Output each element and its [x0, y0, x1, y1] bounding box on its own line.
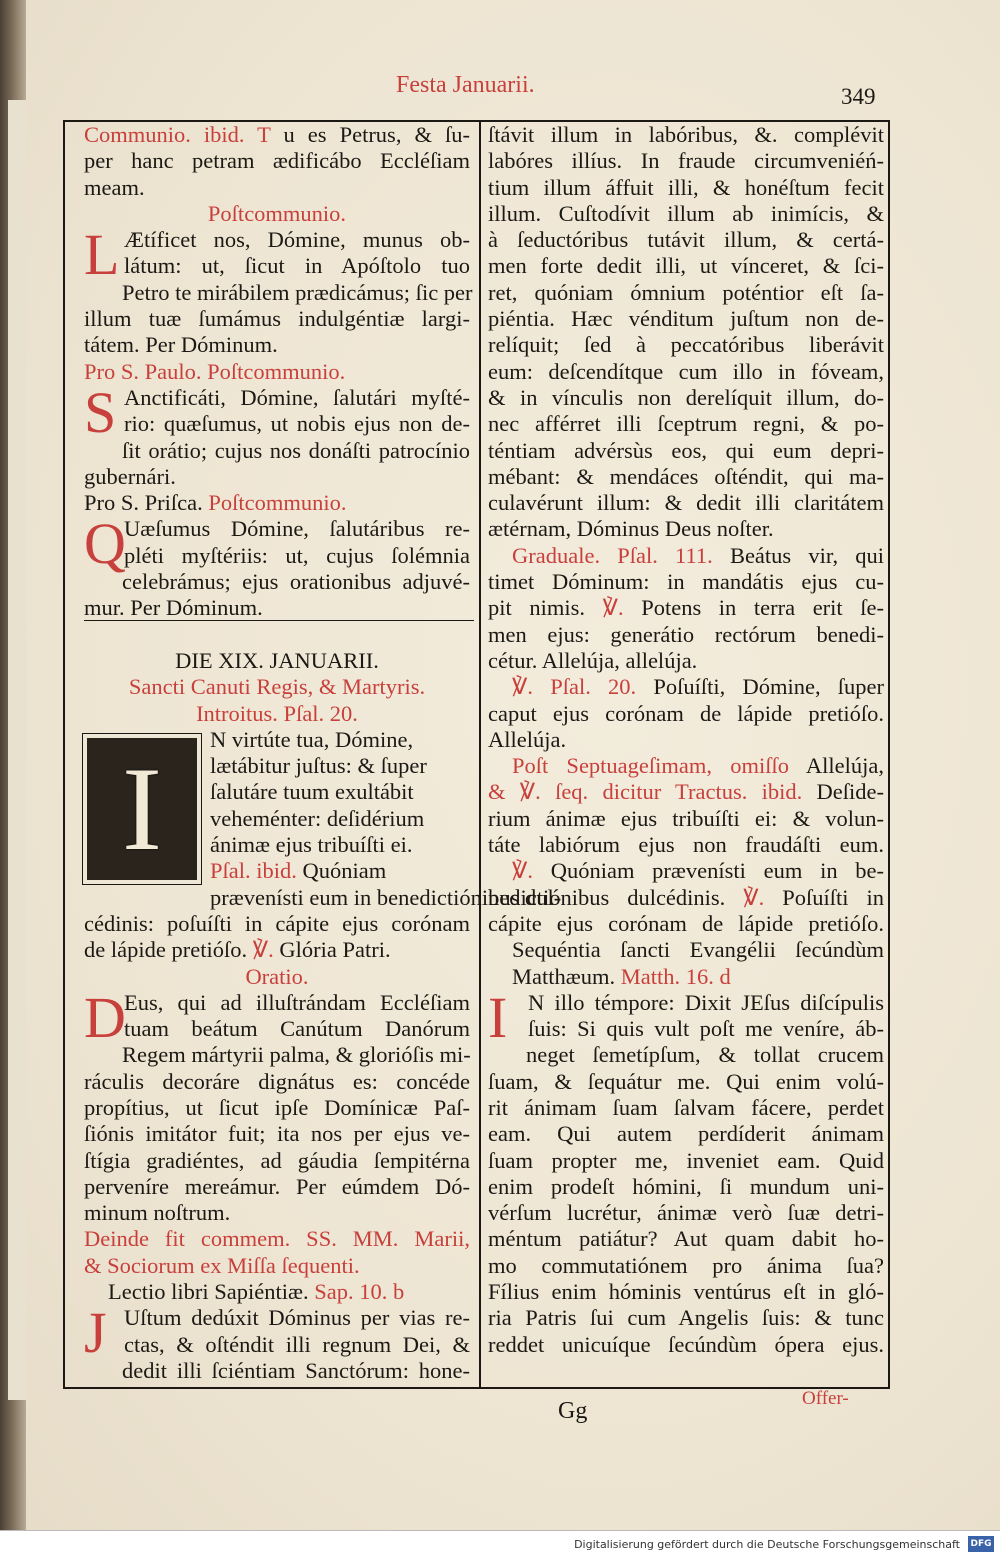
rubric-text: ℣. Pſal. 20.: [512, 674, 637, 700]
text-line: tium illum áffuit illi, & honéſtum fecit: [488, 174, 884, 200]
text-line: N illo témpore: Dixit JEſus diſcípulis: [528, 989, 884, 1015]
rubric-text: ℣.: [252, 937, 274, 963]
text-line: ánimæ ejus tribuíſti ei.: [210, 832, 413, 858]
text-line: dedit illi ſciéntiam Sanctórum: hone-: [122, 1357, 470, 1383]
text-line: ctas, & oſténdit illi regnum Dei, &: [124, 1331, 470, 1357]
text-line: Deinde fit commem. SS. MM. Marii,: [84, 1226, 470, 1252]
text-line: Fílius enim hóminis ventúrus eſt in gló-: [488, 1279, 884, 1305]
signature-mark: Gg: [558, 1398, 588, 1424]
text-line: Allelúja.: [488, 726, 567, 752]
text-line: ſalutáre tuum exultábit: [210, 779, 414, 805]
text-line: enim prodeſt hómini, ſi mundum uni-: [488, 1173, 884, 1199]
text-line: relíquit; ſed à peccatóribus liberávit: [488, 332, 884, 358]
drop-capital: S: [84, 379, 117, 445]
column-rule: [479, 120, 481, 1389]
text-line: Matthæum. Matth. 16. d: [512, 963, 731, 989]
text-line: DIE XIX. JANUARII.: [175, 647, 379, 673]
text-line: ſuam propter me, inveniet eam. Quid: [488, 1147, 884, 1173]
text-line: men forte dedit illi, ut vínceret, & ſci-: [488, 253, 884, 279]
text-line: mo commutatiónem pro ánima ſua?: [488, 1252, 884, 1278]
text-line: minum noſtrum.: [84, 1200, 231, 1226]
rubric-text: Sap. 10. b: [314, 1279, 405, 1305]
text-line: lætábitur juſtus: & ſuper: [210, 753, 427, 779]
footer-bar: [0, 1530, 1000, 1559]
text-line: ráculis decoráre dignátus es: concéde: [84, 1068, 470, 1094]
text-line: Ætíficet nos, Dómine, munus ob-: [124, 227, 470, 253]
text-line: nec afférret illi ſceptrum regni, & po-: [488, 411, 884, 437]
text-line: & ℣. ſeq. dicitur Tractus. ibid. Deſide-: [488, 779, 885, 805]
text-line: ℣. Quóniam prævenísti eum in be-: [512, 858, 884, 884]
text-line: & Sociorum ex Miſſa ſequenti.: [84, 1252, 360, 1278]
text-line: nedictiónibus dulcédinis. ℣. Poſuíſti in: [488, 884, 884, 910]
text-line: méntum patiátur? Aut quam dabit ho-: [488, 1226, 884, 1252]
text-line: ſtígia gradiéntes, ad gáudia ſempitérna: [84, 1147, 470, 1173]
text-line: labóres illíus. In fraude circumveniéń-: [488, 148, 884, 174]
text-line: ria Patris ſui cum Angelis ſuis: & tunc: [488, 1305, 884, 1331]
catchword: Offer-: [802, 1388, 849, 1409]
text-line: pit nimis. ℣. Potens in terra erit ſe-: [488, 595, 884, 621]
rubric-text: Matth. 16. d: [620, 963, 731, 989]
text-line: propítius, ut ſicut ipſe Domínicæ Paſ-: [84, 1094, 470, 1120]
text-line: prævenísti eum in benedictiónibus dul-: [210, 884, 562, 910]
text-line: cápite ejus corónam de lápide pretióſo.: [488, 910, 884, 936]
page-number: 349: [841, 84, 876, 109]
text-line: illum tuæ ſumámus indulgéntiæ largi-: [84, 306, 470, 332]
text-line: gubernári.: [84, 463, 176, 489]
text-line: ſit orátio; cujus nos donáſti patrocínio: [122, 437, 470, 463]
woodcut-letter: I: [122, 741, 162, 875]
right-column: [488, 122, 884, 1358]
text-line: Petro te mirábilem prædicámus; ſic per: [122, 279, 473, 305]
text-line: illum. Cuſtodívit illum ab inimícis, &: [488, 200, 884, 226]
text-line: ret, quóniam ómnium poténtior eſt ſa-: [488, 279, 884, 305]
text-line: ſiónis imitátor fuit; ita nos per ejus ve-: [84, 1121, 470, 1147]
text-line: reddet unicuíque ſecúndùm ópera ejus.: [488, 1331, 884, 1357]
rubric-text: Pſal. ibid.: [210, 858, 297, 884]
text-line: eum: deſcendítque cum illo in fóveam,: [488, 358, 884, 384]
text-line: neget ſemetípſum, & tollat crucem: [526, 1042, 884, 1068]
text-line: cédinis: poſuíſti in cápite ejus corónam: [84, 910, 470, 936]
text-line: rit ánimam ſuam ſalvam fácere, perdet: [488, 1094, 884, 1120]
text-line: perveníre mereámur. Per eúmdem Dó-: [84, 1173, 470, 1199]
text-line: vérſum lucrétur, ánimæ verò ſuæ detri-: [488, 1200, 884, 1226]
drop-capital: Q: [84, 511, 126, 577]
text-line: Anctificáti, Dómine, ſalutári myſté-: [124, 384, 470, 410]
text-line: ſuam, & ſequátur me. Qui enim volú-: [488, 1068, 884, 1094]
text-line: & in vínculis non derelíquit illum, do-: [488, 384, 884, 410]
text-line: rium ánimæ ejus tribuíſti ei: & volun-: [488, 805, 884, 831]
text-line: meam.: [84, 174, 145, 200]
text-line: téntiam advérsùs eos, qui eum depri-: [488, 437, 884, 463]
text-line: Poſt Septuageſimam, omiſſo Allelúja,: [512, 753, 884, 779]
text-line: piéntia. Hæc vénditum juſtum non de-: [488, 306, 884, 332]
text-line: Sequéntia ſancti Evangélii ſecúndùm: [512, 937, 884, 963]
rubric-text: Poſt Septuageſimam, omiſſo: [512, 753, 789, 779]
rubric-text: Graduale. Pſal. 111.: [512, 542, 713, 568]
rubric-text: ℣.: [512, 858, 534, 884]
text-line: mébant: & mendáces oſténdit, qui ma-: [488, 463, 884, 489]
rubric-text: Communio. ibid. T: [84, 122, 271, 147]
text-line: men ejus: generátio rectórum benedi-: [488, 621, 884, 647]
text-line: [84, 622, 470, 648]
text-line: cétur. Allelúja, allelúja.: [488, 647, 698, 673]
text-line: Eus, qui ad illuſtrándam Eccléſiam: [124, 989, 470, 1015]
text-line: veheménter: deſidérium: [210, 805, 425, 831]
text-line: Sancti Canuti Regis, & Martyris.: [128, 674, 426, 700]
text-line: Regem mártyrii palma, & glorióſis mi-: [122, 1042, 471, 1068]
text-line: Pro S. Priſca. Poſtcommunio.: [84, 490, 347, 516]
text-line: Oratio.: [245, 963, 309, 989]
text-line: Pſal. ibid. Quóniam: [210, 858, 387, 884]
drop-capital: J: [84, 1300, 107, 1366]
text-line: N virtúte tua, Dómine,: [210, 726, 414, 752]
footer-text: Digitalisierung gefördert durch die Deutsche Forschungsgemeinschaft: [574, 1538, 960, 1551]
text-line: ſtávit illum in labóribus, &. complévit: [488, 122, 884, 147]
text-line: culavérunt illum: & dedit illi claritátem: [488, 490, 884, 516]
text-line: Uæſumus Dómine, ſalutáribus re-: [124, 516, 470, 542]
text-line: Introitus. Pſal. 20.: [196, 700, 358, 726]
drop-capital: I: [488, 984, 508, 1050]
text-line: Graduale. Pſal. 111. Beátus vir, qui: [512, 542, 884, 568]
drop-capital: L: [84, 222, 120, 288]
text-line: caput ejus corónam de lápide pretióſo.: [488, 700, 884, 726]
dfg-logo: DFG: [968, 1536, 994, 1552]
text-line: táte labiórum ejus non fraudáſti eum.: [488, 832, 884, 858]
text-line: de lápide pretióſo. ℣. Glória Patri.: [84, 937, 391, 963]
text-line: per hanc petram ædificábo Eccléſiam: [84, 148, 470, 174]
text-line: à ſeductóribus tutávit illum, & certá-: [488, 227, 884, 253]
woodcut-initial: [82, 733, 202, 885]
text-line: timet Dóminum: in mandátis ejus cu-: [488, 569, 884, 595]
rubric-text: & ℣. ſeq. dicitur Tractus. ibid.: [488, 779, 803, 805]
text-line: Lectio libri Sapiéntiæ. Sap. 10. b: [108, 1279, 405, 1305]
rubric-text: Poſtcommunio.: [208, 490, 347, 516]
text-line: celebrámus; ejus orationibus adjuvé-: [122, 569, 470, 595]
running-head: Festa Januarii.: [396, 72, 535, 98]
text-line: Pro S. Paulo. Poſtcommunio.: [84, 358, 346, 384]
text-line: Uſtum dedúxit Dóminus per vias re-: [124, 1305, 470, 1331]
text-line: rio: quæſumus, ut nobis ejus non de-: [124, 411, 470, 437]
text-line: pléti myſtériis: ut, cujus ſolémnia: [124, 542, 470, 568]
text-line: ℣. Pſal. 20. Poſuíſti, Dómine, ſuper: [512, 674, 884, 700]
text-line: ætérnam, Dóminus Deus noſter.: [488, 516, 774, 542]
text-line: mur. Per Dóminum.: [84, 595, 263, 621]
rubric-text: ℣.: [743, 884, 765, 910]
text-line: Poſtcommunio.: [207, 200, 347, 226]
text-line: tátem. Per Dóminum.: [84, 332, 278, 358]
text-line: Communio. ibid. T u es Petrus, & ſu-: [84, 122, 470, 147]
rubric-text: ℣.: [602, 595, 624, 621]
text-line: tuam beátum Canútum Danórum: [124, 1016, 470, 1042]
text-line: látum: ut, ſicut in Apóſtolo tuo: [124, 253, 470, 279]
drop-capital: D: [84, 984, 126, 1050]
text-line: ſuis: Si quis vult poſt me veníre, áb-: [528, 1016, 884, 1042]
text-line: eam. Qui autem perdíderit ánimam: [488, 1121, 884, 1147]
